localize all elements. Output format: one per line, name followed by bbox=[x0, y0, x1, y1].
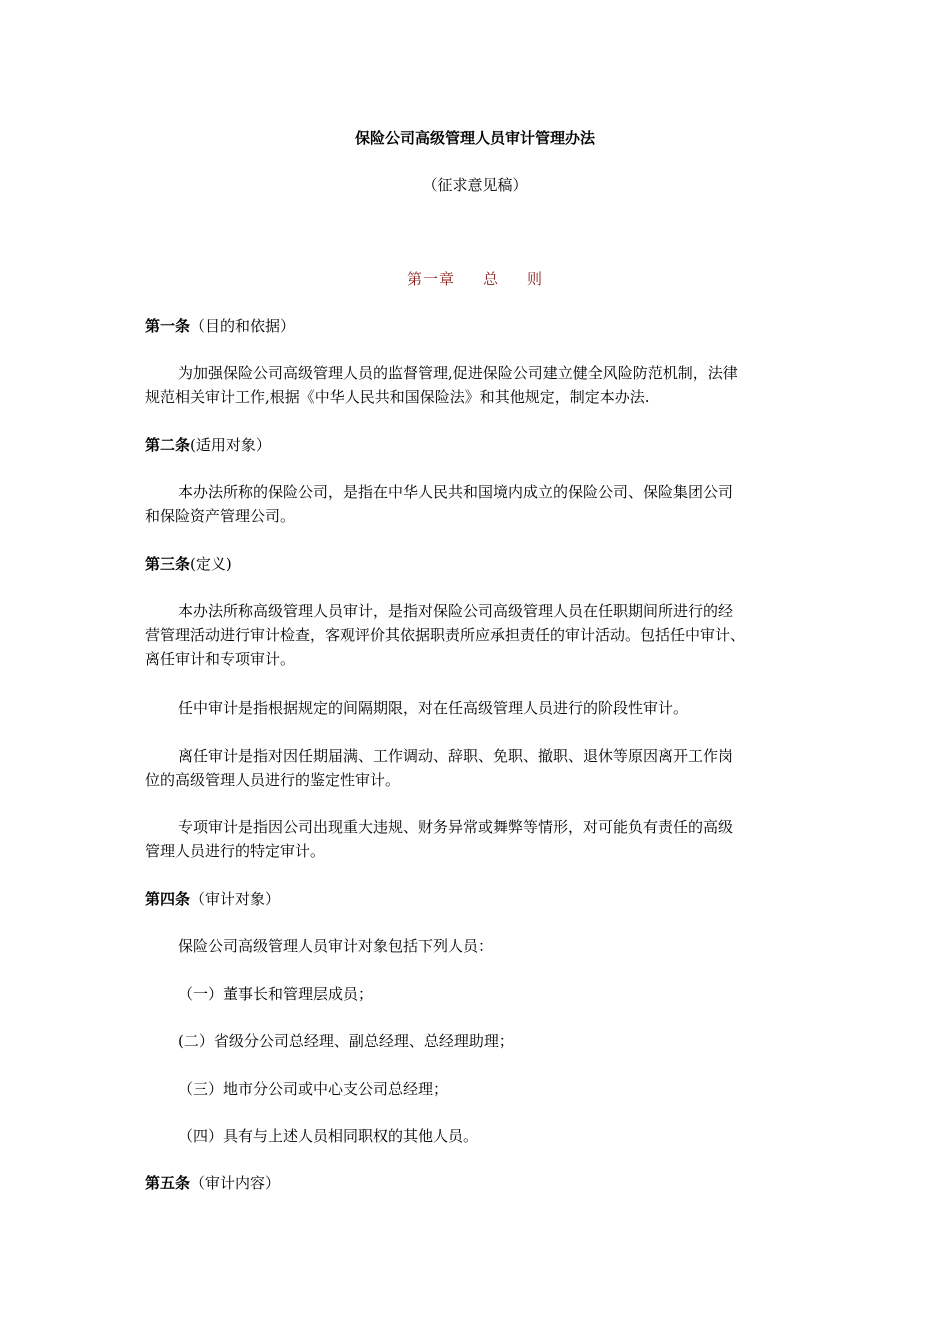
document-title: 保险公司高级管理人员审计管理办法 bbox=[354, 129, 595, 147]
list-item: （三）地市分公司或中心支公司总经理； bbox=[178, 1080, 449, 1098]
article-label: 第五条 bbox=[145, 1174, 191, 1192]
article-topic: （审计内容） bbox=[190, 1174, 281, 1192]
article-heading bbox=[145, 315, 810, 337]
chapter-heading bbox=[0, 268, 950, 290]
list-item: （一）董事长和管理层成员； bbox=[178, 985, 374, 1003]
paragraph-line: 离任审计是指对因任期届满、工作调动、辞职、免职、撤职、退休等原因离开工作岗 bbox=[178, 747, 734, 765]
paragraph-line: 为加强保险公司高级管理人员的监督管理,促进保险公司建立健全风险防范机制，法律 bbox=[178, 364, 738, 382]
article-label: 第一条 bbox=[145, 317, 191, 335]
chapter-number: 第一章 bbox=[406, 270, 455, 288]
paragraph-line: 专项审计是指因公司出现重大违规、财务异常或舞弊等情形，对可能负有责任的高级 bbox=[178, 818, 734, 836]
article-heading bbox=[145, 1172, 810, 1194]
article-label: 第四条 bbox=[145, 890, 191, 908]
paragraph-line: 规范相关审计工作,根据《中华人民共和国保险法》和其他规定，制定本办法. bbox=[145, 388, 650, 406]
document-subtitle: （征求意见稿） bbox=[422, 176, 528, 194]
chapter-name-first-char: 总 bbox=[482, 270, 499, 288]
paragraph-line: 保险公司高级管理人员审计对象包括下列人员： bbox=[178, 937, 494, 955]
list-item: (二）省级分公司总经理、副总经理、总经理助理； bbox=[178, 1032, 514, 1050]
paragraph-line: 管理人员进行的特定审计。 bbox=[145, 842, 326, 860]
article-heading bbox=[145, 553, 810, 575]
paragraph-line: 本办法所称的保险公司，是指在中华人民共和国境内成立的保险公司、保险集团公司 bbox=[178, 483, 734, 501]
paragraph-line: 营管理活动进行审计检查，客观评价其依据职责所应承担责任的审计活动。包括任中审计、 bbox=[145, 626, 746, 644]
paragraph-line: 和保险资产管理公司。 bbox=[145, 507, 296, 525]
list-item: （四）具有与上述人员相同职权的其他人员。 bbox=[178, 1127, 479, 1145]
article-topic: (适用对象） bbox=[190, 436, 271, 454]
article-label: 第三条 bbox=[145, 555, 191, 573]
article-heading bbox=[145, 434, 810, 456]
article-label: 第二条 bbox=[145, 436, 191, 454]
article-topic: (定义) bbox=[190, 555, 232, 573]
paragraph-line: 位的高级管理人员进行的鉴定性审计。 bbox=[145, 771, 401, 789]
paragraph-line: 本办法所称高级管理人员审计，是指对保险公司高级管理人员在任职期间所进行的经 bbox=[178, 602, 734, 620]
article-topic: （审计对象） bbox=[190, 890, 281, 908]
article-topic: （目的和依据） bbox=[190, 317, 296, 335]
paragraph-line: 离任审计和专项审计。 bbox=[145, 650, 296, 668]
article-heading bbox=[145, 888, 810, 910]
paragraph-line: 任中审计是指根据规定的间隔期限，对在任高级管理人员进行的阶段性审计。 bbox=[178, 699, 689, 717]
chapter-name-second-char: 则 bbox=[527, 270, 544, 288]
